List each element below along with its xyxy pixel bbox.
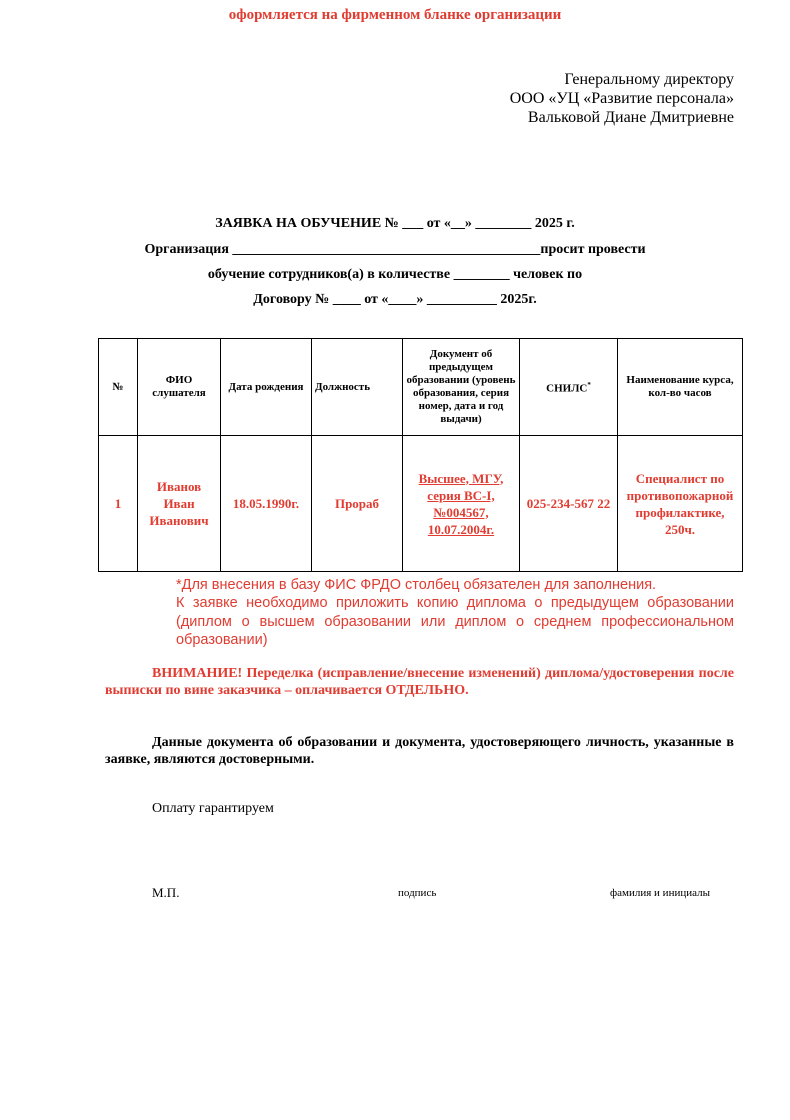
confirmation-paragraph: Данные документа об образовании и документа, удостоверяющего личность, указанные в заявке, являются достоверными.	[105, 735, 734, 767]
table-header-row	[99, 339, 743, 436]
header-birth-date: Дата рождения	[221, 339, 312, 436]
trainees-table	[98, 338, 743, 572]
cell-snils: 025-234-567 22	[520, 436, 618, 572]
document-title: ЗАЯВКА НА ОБУЧЕНИЕ № ___ от «__» ________ 2025 г.	[215, 216, 575, 231]
header-snils-footnote-mark: *	[587, 380, 591, 389]
cell-course: Специалист по противопожарной профилактике, 250ч.	[618, 436, 743, 572]
intro-contract-line: Договору № ____ от «____» __________ 2025г.	[253, 292, 537, 307]
stamp-label: М.П.	[152, 885, 180, 900]
addressee-name: Вальковой Диане Дмитриевне	[527, 109, 734, 126]
addressee-company: ООО «УЦ «Развитие персонала»	[509, 90, 734, 107]
cell-education-document: Высшее, МГУ, серия ВС-I, №004567, 10.07.2004г.	[403, 436, 520, 572]
header-education-document: Документ об предыдущем образовании (уровень образования, серия номер, дата и год выдачи)	[403, 339, 520, 436]
addressee-position: Генеральному директору	[564, 71, 734, 88]
addressee-block	[510, 70, 734, 127]
header-snils	[520, 339, 618, 436]
intro-quantity-line: обучение сотрудников(а) в количестве ________ человек по	[207, 267, 583, 282]
full-name-label: фамилия и инициалы	[610, 887, 710, 899]
footnote-fis-frdo: *Для внесения в базу ФИС ФРДО столбец обязателен для заполнения.	[176, 577, 657, 593]
diploma-copy-note: К заявке необходимо приложить копию диплома о предыдущем образовании (диплом о высшем образовании или диплом о среднем профессиональном образовании)	[176, 595, 734, 648]
header-fio: ФИО слушателя	[138, 339, 221, 436]
header-snils-label: СНИЛС	[546, 382, 588, 395]
cell-birth-date: 18.05.1990г.	[221, 436, 312, 572]
letterhead-notice: оформляется на фирменном бланке организации	[228, 7, 562, 23]
intro-organization-line: Организация ____________________________________________просит провести	[144, 242, 646, 257]
warning-paragraph: ВНИМАНИЕ! Переделка (исправление/внесение изменений) диплома/удостоверения после выписки по вине заказчика – оплачивается ОТДЕЛЬНО.	[105, 666, 734, 698]
header-number: №	[99, 339, 138, 436]
header-course: Наименование курса, кол-во часов	[618, 339, 743, 436]
signature-label: подпись	[398, 887, 437, 899]
cell-number: 1	[99, 436, 138, 572]
header-position: Должность	[312, 339, 403, 436]
cell-fio: Иванов Иван Иванович	[138, 436, 221, 572]
payment-guarantee: Оплату гарантируем	[152, 801, 274, 816]
table-row	[99, 436, 743, 572]
cell-position: Прораб	[312, 436, 403, 572]
